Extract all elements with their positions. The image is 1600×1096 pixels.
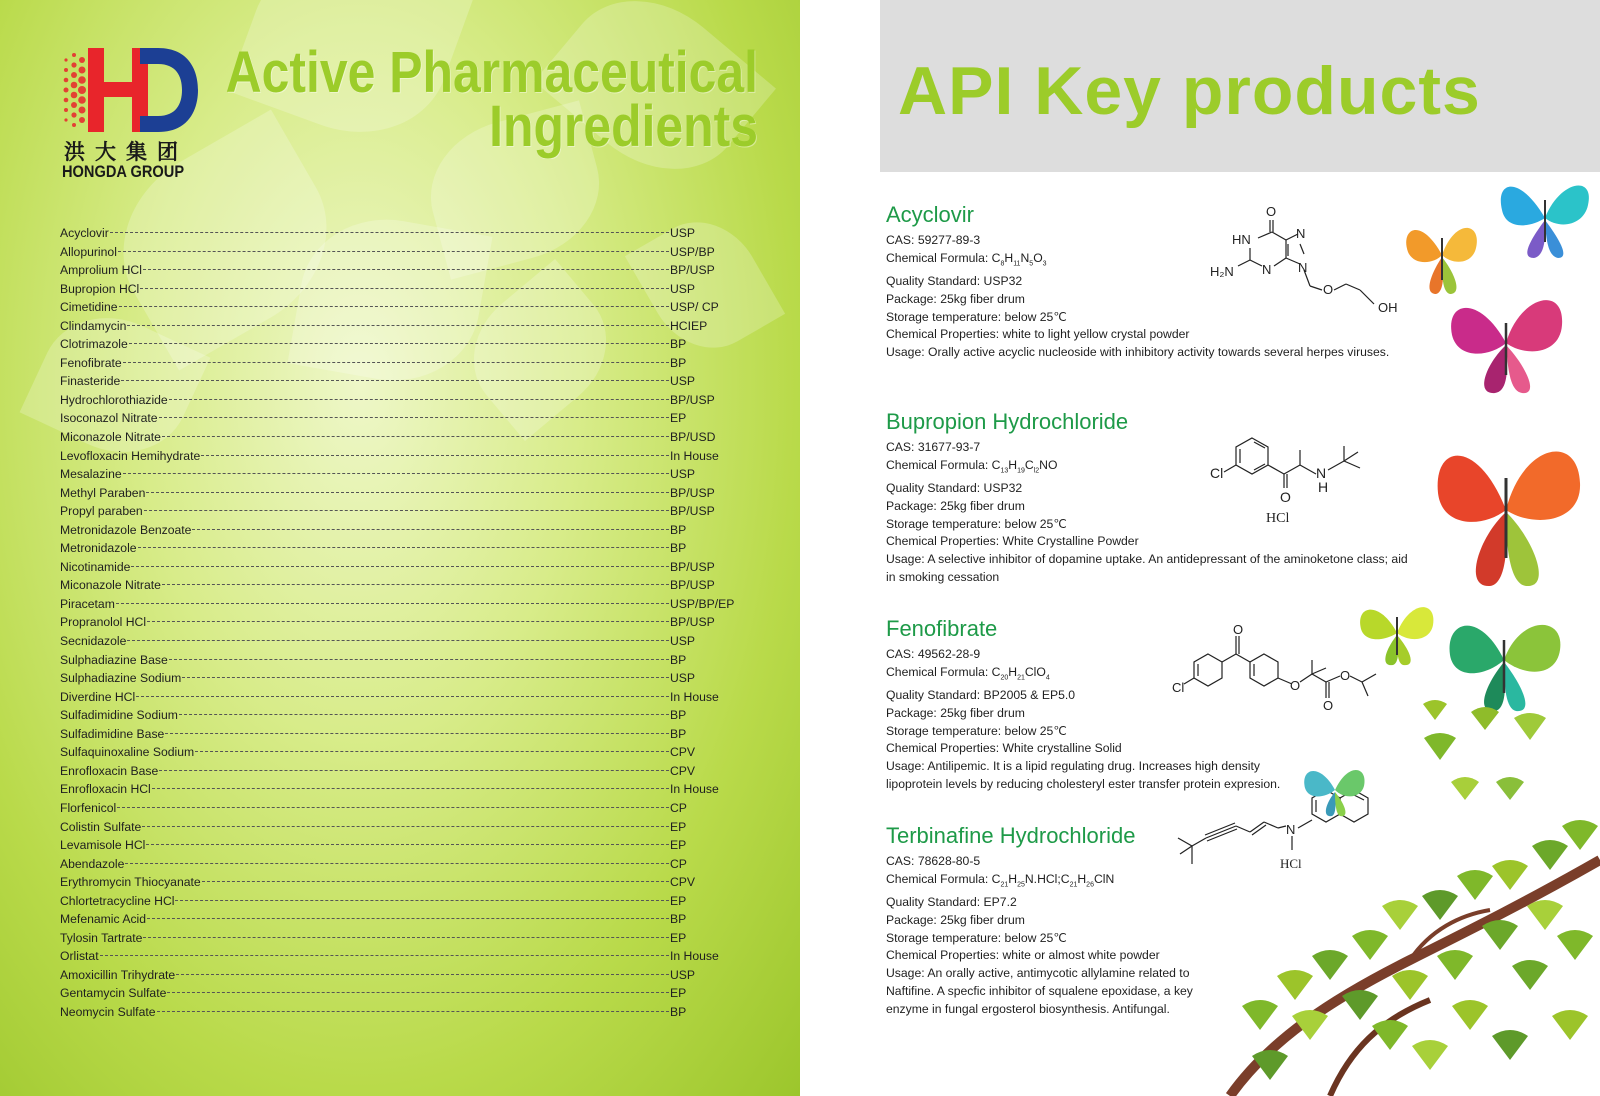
- api-list-item: [60, 836, 760, 855]
- api-product-name: Propyl paraben: [60, 504, 143, 519]
- leader-dots: [116, 603, 669, 604]
- acyclovir-structure: [1210, 200, 1420, 325]
- product-usage-line-1: Usage: Antilipemic. It is a lipid regulating drug. Increases high density: [886, 759, 1260, 774]
- logo-english-name: HONGDA GROUP: [62, 162, 185, 181]
- api-list-item: [60, 280, 760, 299]
- api-product-standard: CPV: [670, 763, 696, 778]
- formula-value: $C_{13}H_{19}C_{l2}NO$: [991, 457, 1058, 475]
- leader-dots: [201, 455, 669, 456]
- api-list-item: [60, 780, 760, 799]
- atom-label: OH: [1378, 300, 1398, 315]
- formula-value: $C_{20}H_{21}ClO_4$: [991, 664, 1050, 682]
- api-product-name: Sulfadimidine Base: [60, 726, 165, 741]
- api-list-item: [60, 447, 760, 466]
- api-product-name: Diverdine HCl: [60, 689, 136, 704]
- api-product-standard: USP: [670, 671, 696, 686]
- formula-label: Chemical Formula:: [886, 664, 992, 679]
- leader-dots: [100, 955, 669, 956]
- api-list-item: [60, 484, 760, 503]
- leader-dots: [121, 380, 669, 381]
- leader-dots: [152, 788, 669, 789]
- api-list-item: [60, 910, 760, 929]
- api-product-name: Secnidazole: [60, 634, 127, 649]
- atom-label: O: [1266, 204, 1277, 219]
- api-product-name: Sulphadiazine Sodium: [60, 671, 182, 686]
- api-product-standard: USP/ CP: [670, 300, 719, 315]
- api-product-standard: BP/USP: [670, 485, 715, 500]
- leader-dots: [144, 510, 669, 511]
- leader-dots: [138, 547, 669, 548]
- title-line-2: Ingredients: [489, 94, 758, 159]
- api-product-name: Enrofloxacin HCl: [60, 782, 151, 797]
- api-product-name: Enrofloxacin Base: [60, 763, 159, 778]
- api-product-standard: BP/USD: [670, 430, 716, 445]
- atom-label: O: [1323, 698, 1334, 713]
- api-product-name: Orlistat: [60, 949, 99, 964]
- leader-dots: [117, 807, 669, 808]
- api-product-name: Levofloxacin Hemihydrate: [60, 448, 201, 463]
- api-product-name: Propranolol HCl: [60, 615, 147, 630]
- atom-label: H₂N: [1210, 264, 1234, 279]
- api-product-name: Miconazole Nitrate: [60, 578, 161, 593]
- api-product-name: Hydrochlorothiazide: [60, 392, 168, 407]
- atom-label: N: [1316, 465, 1327, 481]
- leader-dots: [192, 529, 669, 530]
- formula-value: $C_8H_{11}N_5O_3$: [991, 250, 1047, 268]
- api-product-standard: BP/USP: [670, 392, 715, 407]
- product-storage: Storage temperature: below 25℃: [886, 309, 1068, 324]
- leader-dots: [169, 659, 669, 660]
- atom-label: N: [1286, 822, 1296, 837]
- leader-dots: [146, 844, 669, 845]
- api-product-standard: EP: [670, 930, 687, 945]
- api-product-name: Neomycin Sulfate: [60, 1004, 156, 1019]
- api-list-item: [60, 428, 760, 447]
- leader-dots: [162, 436, 669, 437]
- api-list-item: [60, 651, 760, 670]
- api-product-standard: BP: [670, 337, 687, 352]
- api-product-name: Methyl Paraben: [60, 485, 146, 500]
- product-quality: Quality Standard: USP32: [886, 481, 1023, 496]
- api-product-name: Finasteride: [60, 374, 121, 389]
- leader-dots: [159, 417, 669, 418]
- right-page: [800, 0, 1600, 1096]
- api-product-standard: BP: [670, 541, 687, 556]
- product-cas: CAS: 59277-89-3: [886, 233, 981, 247]
- formula-label: Chemical Formula:: [886, 250, 992, 265]
- atom-label: O: [1290, 678, 1301, 693]
- product-package: Package: 25kg fiber drum: [886, 498, 1025, 513]
- leader-dots: [147, 918, 669, 919]
- hongda-logo: [60, 46, 220, 181]
- title-line-1: Active Pharmaceutical: [225, 40, 758, 105]
- leader-dots: [123, 362, 669, 363]
- api-list-item: [60, 558, 760, 577]
- api-product-standard: In House: [670, 448, 719, 463]
- product-usage: Usage: A selective inhibitor of dopamine uptake. An antidepressant of the aminoketone class; aid in smoking cessation: [886, 552, 1408, 585]
- atom-label: Cl: [1172, 680, 1185, 695]
- api-product-standard: In House: [670, 689, 719, 704]
- product-cas: CAS: 49562-28-9: [886, 647, 981, 661]
- api-product-name: Metronidazole Benzoate: [60, 522, 192, 537]
- api-list-item: [60, 521, 760, 540]
- atom-label: H: [1318, 479, 1329, 495]
- api-list-item: [60, 743, 760, 762]
- atom-label: N: [1296, 226, 1306, 241]
- leader-dots: [127, 640, 669, 641]
- api-list-item: [60, 947, 760, 966]
- api-list-item: [60, 966, 760, 985]
- butterfly-teal-icon: [1440, 605, 1570, 715]
- api-product-standard: In House: [670, 949, 719, 964]
- product-package: Package: 25kg fiber drum: [886, 705, 1025, 720]
- product-cas: CAS: 78628-80-5: [886, 854, 981, 868]
- api-list-item: [60, 613, 760, 632]
- api-product-standard: USP: [670, 634, 696, 649]
- api-product-standard: BP: [670, 1004, 687, 1019]
- api-list-item: [60, 539, 760, 558]
- api-product-name: Clotrimazole: [60, 337, 128, 352]
- hd-logo-mark: [60, 46, 200, 134]
- api-product-standard: CPV: [670, 875, 696, 890]
- leader-dots: [165, 733, 669, 734]
- api-product-standard: USP/BP: [670, 244, 715, 259]
- api-product-name: Piracetam: [60, 596, 115, 611]
- product-usage: Usage: Orally active acyclic nucleoside with inhibitory activity towards several herpes viruses.: [886, 345, 1390, 360]
- product-cas: CAS: 31677-93-7: [886, 440, 981, 454]
- hcl-label: HCl: [1280, 856, 1302, 871]
- butterfly-blue-icon: [1490, 170, 1600, 265]
- api-product-name: Cimetidine: [60, 300, 118, 315]
- api-product-standard: BP/USP: [670, 615, 715, 630]
- api-list-item: [60, 465, 760, 484]
- api-product-name: Amoxicillin Trihydrate: [60, 967, 176, 982]
- product-usage-line-3: enzyme in fungal ergosterol biosynthesis. Antifungal.: [886, 1001, 1170, 1016]
- api-product-standard: EP: [670, 819, 687, 834]
- leader-dots: [157, 1011, 669, 1012]
- leader-dots: [147, 621, 669, 622]
- api-product-name: Clindamycin: [60, 318, 127, 333]
- api-product-standard: BP: [670, 708, 687, 723]
- api-product-name: Bupropion HCl: [60, 281, 140, 296]
- api-product-name: Abendazole: [60, 856, 125, 871]
- api-list-item: [60, 873, 760, 892]
- ginkgo-leaves-decoration: [1210, 700, 1600, 1096]
- api-product-standard: USP: [670, 374, 696, 389]
- api-list-item: [60, 984, 760, 1003]
- api-list-item: [60, 372, 760, 391]
- product-quality: Quality Standard: BP2005 & EP5.0: [886, 688, 1076, 703]
- api-list-item: [60, 354, 760, 373]
- api-list-item: [60, 725, 760, 744]
- api-product-name: Sulfaquinoxaline Sodium: [60, 745, 195, 760]
- leader-dots: [143, 269, 669, 270]
- api-product-name: Tylosin Tartrate: [60, 930, 143, 945]
- api-product-name: Mesalazine: [60, 467, 122, 482]
- api-product-name: Metronidazole: [60, 541, 137, 556]
- api-product-standard: USP/BP/EP: [670, 596, 735, 611]
- api-product-name: Mefenamic Acid: [60, 912, 147, 927]
- leader-dots: [162, 584, 669, 585]
- api-product-standard: USP: [670, 967, 696, 982]
- api-product-standard: CPV: [670, 745, 696, 760]
- api-product-name: Gentamycin Sulfate: [60, 986, 167, 1001]
- api-list-item: [60, 409, 760, 428]
- leader-dots: [142, 826, 669, 827]
- product-package: Package: 25kg fiber drum: [886, 912, 1025, 927]
- leader-dots: [175, 900, 669, 901]
- api-product-name: Nicotinamide: [60, 559, 131, 574]
- butterfly-red-icon: [1428, 428, 1588, 593]
- api-product-list: [60, 224, 760, 1022]
- api-product-standard: BP: [670, 912, 687, 927]
- api-product-standard: BP/USP: [670, 578, 715, 593]
- atom-label: O: [1323, 282, 1334, 297]
- product-usage-line-2: lipoprotein levels by reducing cholesteryl ester transfer protein expresion.: [886, 777, 1281, 792]
- product-package: Package: 25kg fiber drum: [886, 291, 1025, 306]
- leader-dots: [125, 863, 669, 864]
- api-product-name: Levamisole HCl: [60, 838, 146, 853]
- leader-dots: [118, 251, 669, 252]
- api-product-standard: BP: [670, 726, 687, 741]
- api-list-item: [60, 317, 760, 336]
- api-product-standard: BP: [670, 522, 687, 537]
- product-quality: Quality Standard: USP32: [886, 274, 1023, 289]
- leader-dots: [127, 325, 669, 326]
- leader-dots: [136, 696, 669, 697]
- api-product-name: Sulfadimidine Sodium: [60, 708, 178, 723]
- api-list-item: [60, 688, 760, 707]
- leader-dots: [169, 399, 669, 400]
- api-list-item: [60, 502, 760, 521]
- leader-dots: [119, 306, 669, 307]
- api-product-standard: HCIEP: [670, 318, 708, 333]
- api-list-item: [60, 1003, 760, 1022]
- leader-dots: [202, 881, 669, 882]
- api-product-standard: BP/USP: [670, 559, 715, 574]
- atom-label: O: [1233, 624, 1244, 637]
- api-list-item: [60, 576, 760, 595]
- atom-label: N: [1262, 262, 1272, 277]
- leader-dots: [176, 974, 669, 975]
- api-product-standard: USP: [670, 281, 696, 296]
- product-properties: Chemical Properties: white or almost white powder: [886, 948, 1160, 963]
- butterfly-yellow-green-icon: [1355, 595, 1440, 670]
- product-properties: Chemical Properties: White Crystalline Powder: [886, 534, 1139, 549]
- product-quality: Quality Standard: EP7.2: [886, 895, 1017, 910]
- product-usage-line-2: Naftifine. A specfic inhibitor of squalene epoxidase, a key: [886, 984, 1193, 999]
- api-list-item: [60, 855, 760, 874]
- logo-chinese-name: 洪大集团: [64, 140, 188, 164]
- atom-label: O: [1340, 668, 1351, 683]
- api-list-item: [60, 335, 760, 354]
- leader-dots: [179, 714, 669, 715]
- product-storage: Storage temperature: below 25℃: [886, 516, 1068, 531]
- leader-dots: [182, 677, 669, 678]
- butterfly-magenta-icon: [1440, 285, 1575, 400]
- leader-dots: [131, 566, 669, 567]
- api-list-item: [60, 298, 760, 317]
- leader-dots: [129, 343, 669, 344]
- api-product-standard: BP/USP: [670, 504, 715, 519]
- api-product-standard: BP: [670, 355, 687, 370]
- leader-dots: [146, 492, 669, 493]
- api-key-products-title: API Key products: [898, 53, 1481, 129]
- product-name: Bupropion Hydrochloride: [886, 409, 1129, 434]
- product-storage: Storage temperature: below 25℃: [886, 930, 1068, 945]
- api-product-standard: CP: [670, 856, 687, 871]
- api-list-item: [60, 224, 760, 243]
- formula-label: Chemical Formula:: [886, 457, 992, 472]
- api-list-item: [60, 892, 760, 911]
- leader-dots: [195, 751, 669, 752]
- product-storage: Storage temperature: below 25℃: [886, 723, 1068, 738]
- leader-dots: [159, 770, 669, 771]
- api-product-standard: USP: [670, 467, 696, 482]
- api-product-name: Isoconazol Nitrate: [60, 411, 158, 426]
- product-name: Acyclovir: [886, 202, 975, 227]
- atom-label: HN: [1232, 232, 1251, 247]
- api-list-item: [60, 929, 760, 948]
- api-product-name: Chlortetracycline HCl: [60, 893, 175, 908]
- api-list-item: [60, 243, 760, 262]
- api-list-item: [60, 632, 760, 651]
- atom-label: O: [1280, 489, 1291, 505]
- api-list-item: [60, 261, 760, 280]
- api-product-name: Acyclovir: [60, 226, 109, 240]
- left-page-title: [225, 40, 758, 159]
- api-product-name: Amprolium HCl: [60, 263, 142, 278]
- leader-dots: [110, 232, 669, 233]
- api-product-standard: EP: [670, 411, 687, 426]
- formula-value: $C_{21}H_{25}N.HCl;C_{21}H_{26}ClN$: [991, 871, 1115, 889]
- api-list-item: [60, 669, 760, 688]
- api-product-name: Erythromycin Thiocyanate: [60, 875, 201, 890]
- bupropion-structure: [1210, 428, 1400, 533]
- api-product-standard: USP: [670, 226, 696, 240]
- product-properties: Chemical Properties: white to light yellow crystal powder: [886, 327, 1190, 342]
- api-product-standard: BP/USP: [670, 263, 715, 278]
- api-product-name: Miconazole Nitrate: [60, 430, 161, 445]
- api-product-standard: BP: [670, 652, 687, 667]
- api-product-standard: EP: [670, 893, 687, 908]
- product-name: Terbinafine Hydrochloride: [886, 823, 1136, 848]
- leader-dots: [143, 937, 669, 938]
- api-list-item: [60, 595, 760, 614]
- api-product-name: Sulphadiazine Base: [60, 652, 168, 667]
- api-product-standard: In House: [670, 782, 719, 797]
- atom-label: N: [1298, 260, 1308, 275]
- atom-label: Cl: [1210, 465, 1224, 481]
- api-list-item: [60, 818, 760, 837]
- api-product-name: Allopurinol: [60, 244, 117, 259]
- api-product-standard: EP: [670, 838, 687, 853]
- product-properties: Chemical Properties: White crystalline Solid: [886, 741, 1122, 756]
- api-product-name: Colistin Sulfate: [60, 819, 142, 834]
- hcl-label: HCl: [1266, 511, 1290, 526]
- api-list-item: [60, 799, 760, 818]
- api-product-standard: CP: [670, 800, 687, 815]
- api-product-name: Florfenicol: [60, 800, 117, 815]
- api-product-standard: EP: [670, 986, 687, 1001]
- leader-dots: [123, 473, 669, 474]
- api-list-item: [60, 762, 760, 781]
- api-product-name: Fenofibrate: [60, 355, 122, 370]
- api-list-item: [60, 391, 760, 410]
- formula-label: Chemical Formula:: [886, 871, 992, 886]
- leader-dots: [167, 992, 669, 993]
- product-name: Fenofibrate: [886, 616, 998, 641]
- product-usage-line-1: Usage: An orally active, antimycotic allylamine related to: [886, 966, 1190, 981]
- leader-dots: [140, 288, 669, 289]
- api-list-item: [60, 706, 760, 725]
